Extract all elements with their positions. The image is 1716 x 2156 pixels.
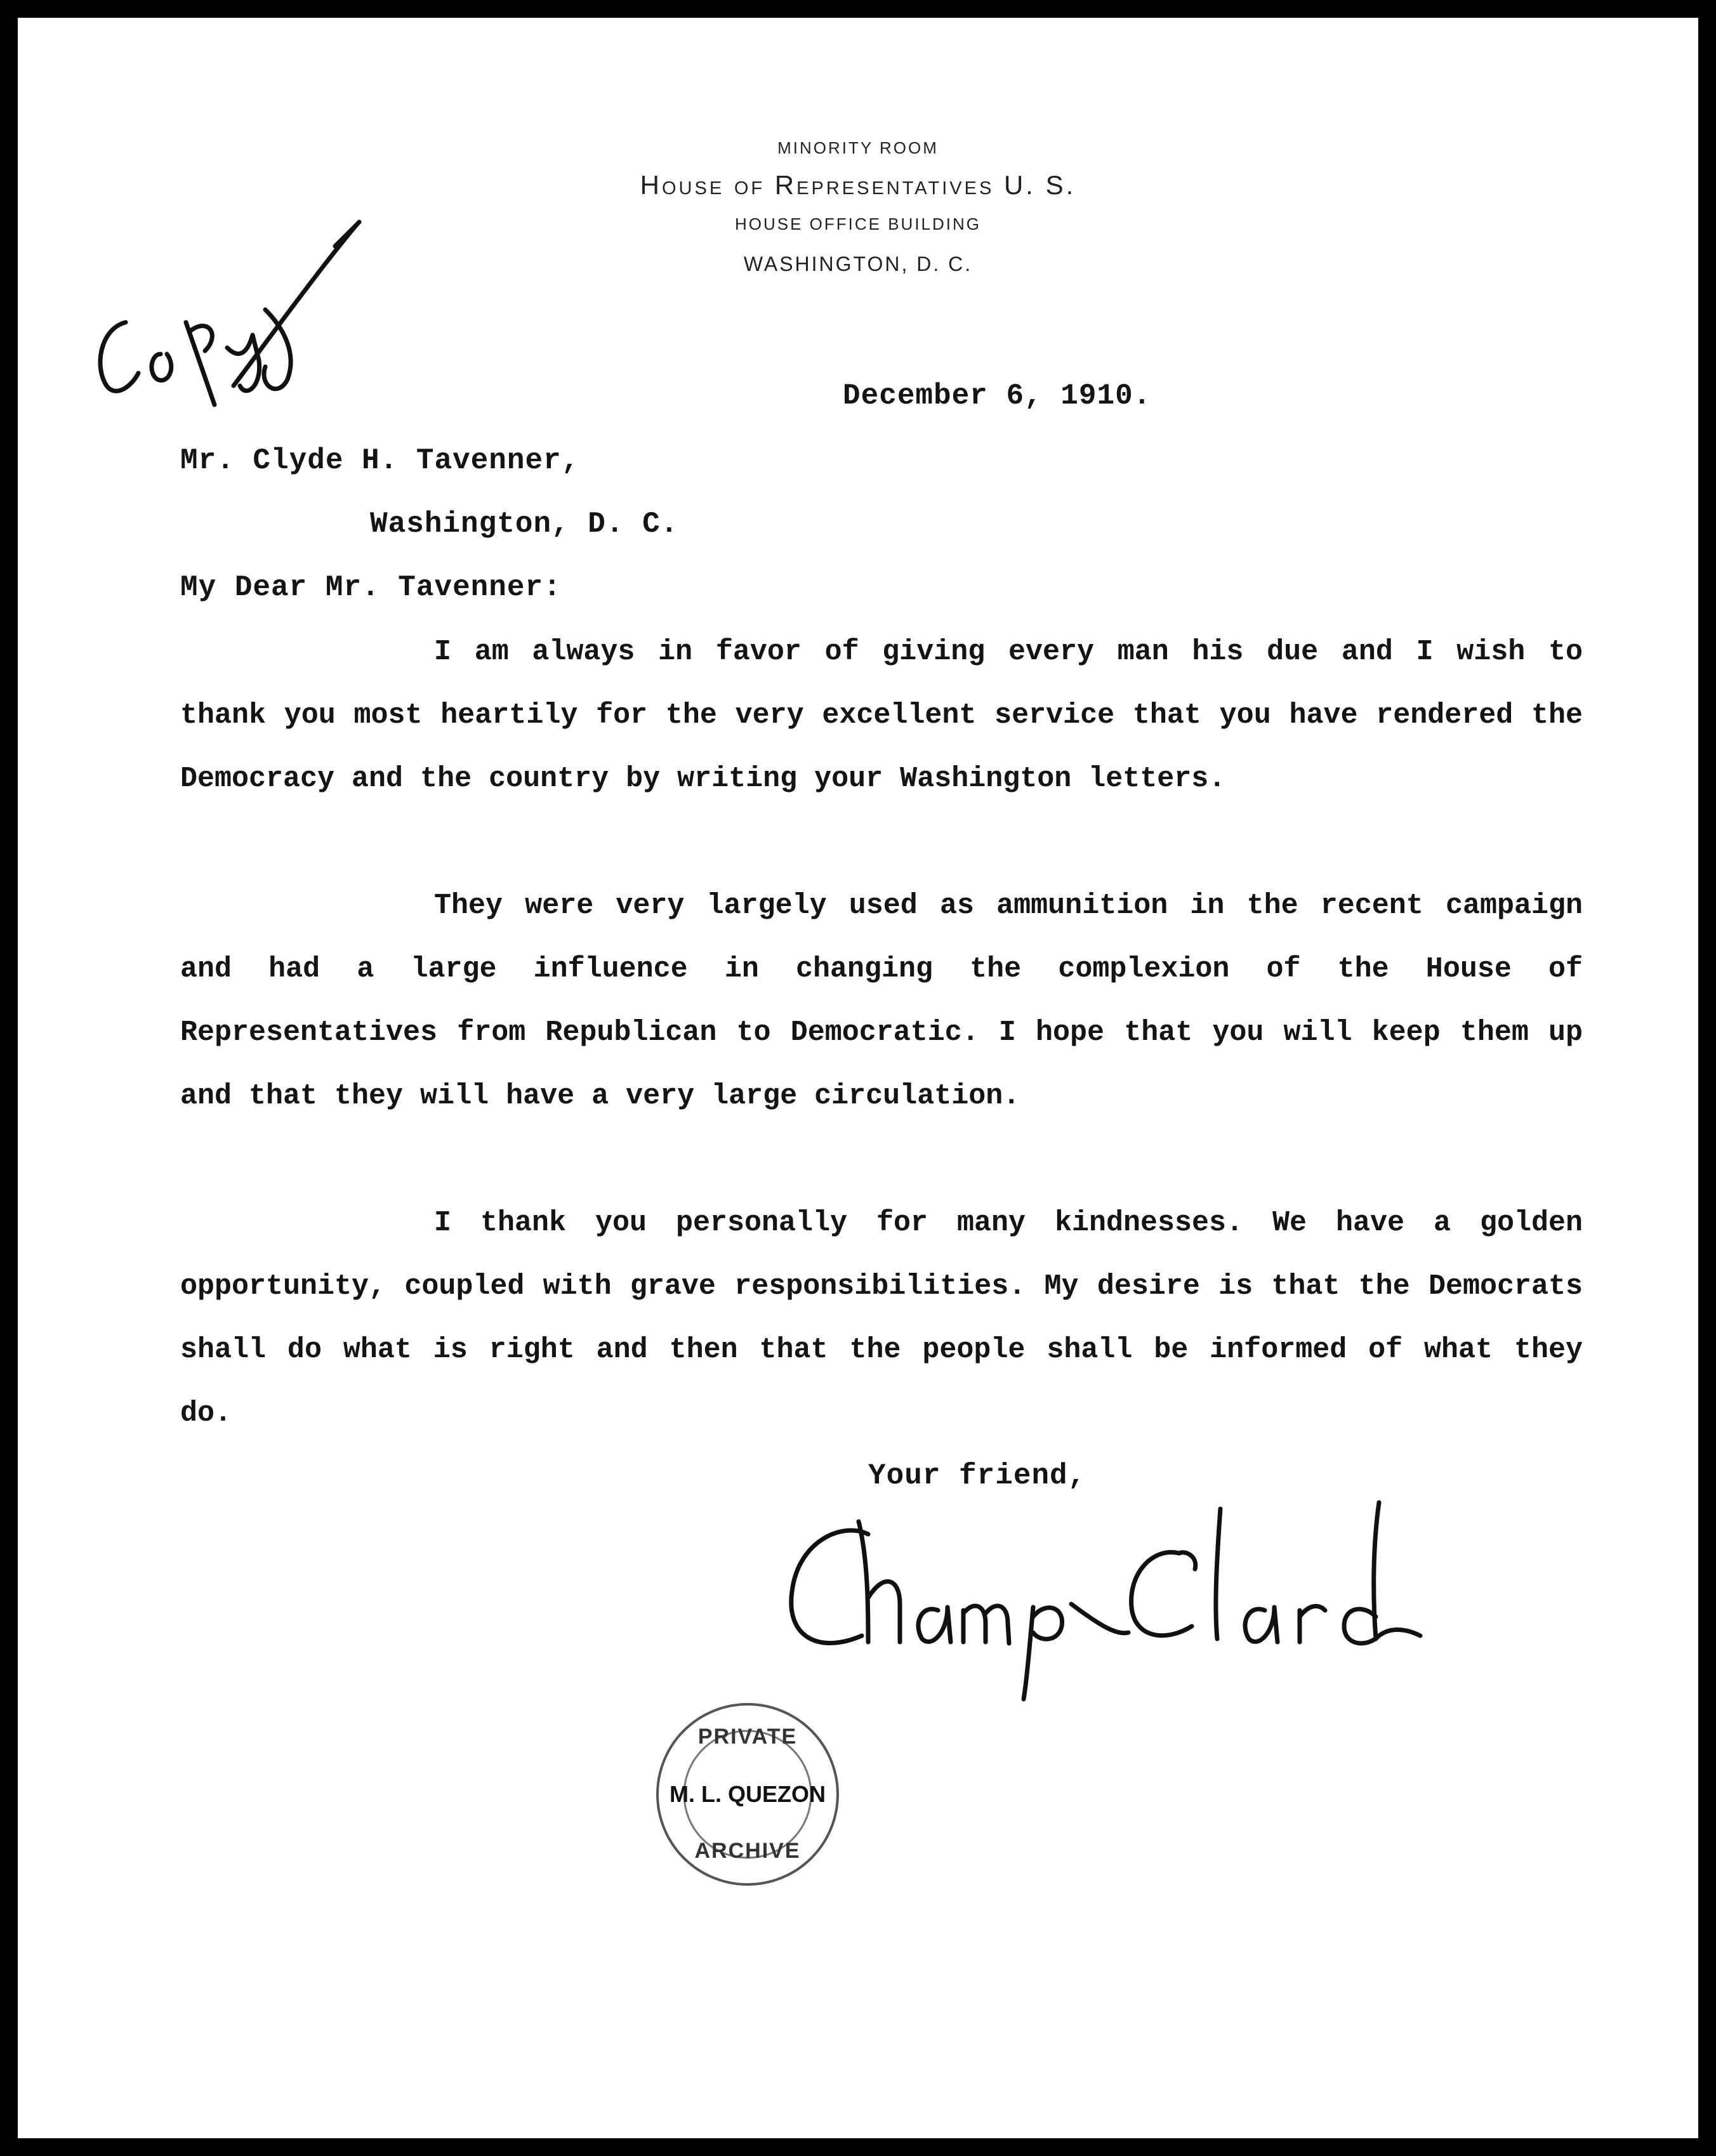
stamp-middle-text: M. L. QUEZON (670, 1781, 826, 1807)
body-paragraph-1: I am always in favor of giving every man his due and I wish to thank you most heartily for the very excellent service that you have rendered the Democracy and the country by writing your Washington letters. (180, 636, 1583, 795)
letter-date: December 6, 1910. (843, 379, 1152, 412)
copy-handwritten-mark (56, 195, 386, 424)
letterhead-minority-room: MINORITY ROOM (777, 138, 939, 157)
body-paragraph-2: They were very largely used as ammunition in the recent campaign and had a large influence in changing the complexion of the House of Representatives from Republican to Democratic. I hope that you will keep them up and that they will have a very large circulation. (180, 890, 1583, 1112)
signature-champ-clark (773, 1496, 1439, 1706)
letter-page (18, 18, 1698, 2138)
recipient-city: Washington, D. C. (370, 508, 679, 541)
stamp-bottom-text: ARCHIVE (694, 1839, 801, 1863)
letterhead-house-title: House of Representatives U. S. (640, 170, 1076, 200)
stamp-top-text: PRIVATE (697, 1725, 798, 1749)
letterhead-city: WASHINGTON, D. C. (743, 253, 973, 275)
body-paragraph-3: I thank you personally for many kindnesses. We have a golden opportunity, coupled with grave responsibilities. My desire is that the Democrats shall do what is right and then that the people shall be informed of what they do. (180, 1207, 1583, 1430)
letterhead-building: HOUSE OFFICE BUILDING (734, 214, 982, 233)
salutation: My Dear Mr. Tavenner: (180, 571, 562, 604)
private-archive-stamp (652, 1699, 843, 1890)
recipient-name: Mr. Clyde H. Tavenner, (180, 444, 580, 477)
closing: Your friend, (868, 1459, 1086, 1492)
